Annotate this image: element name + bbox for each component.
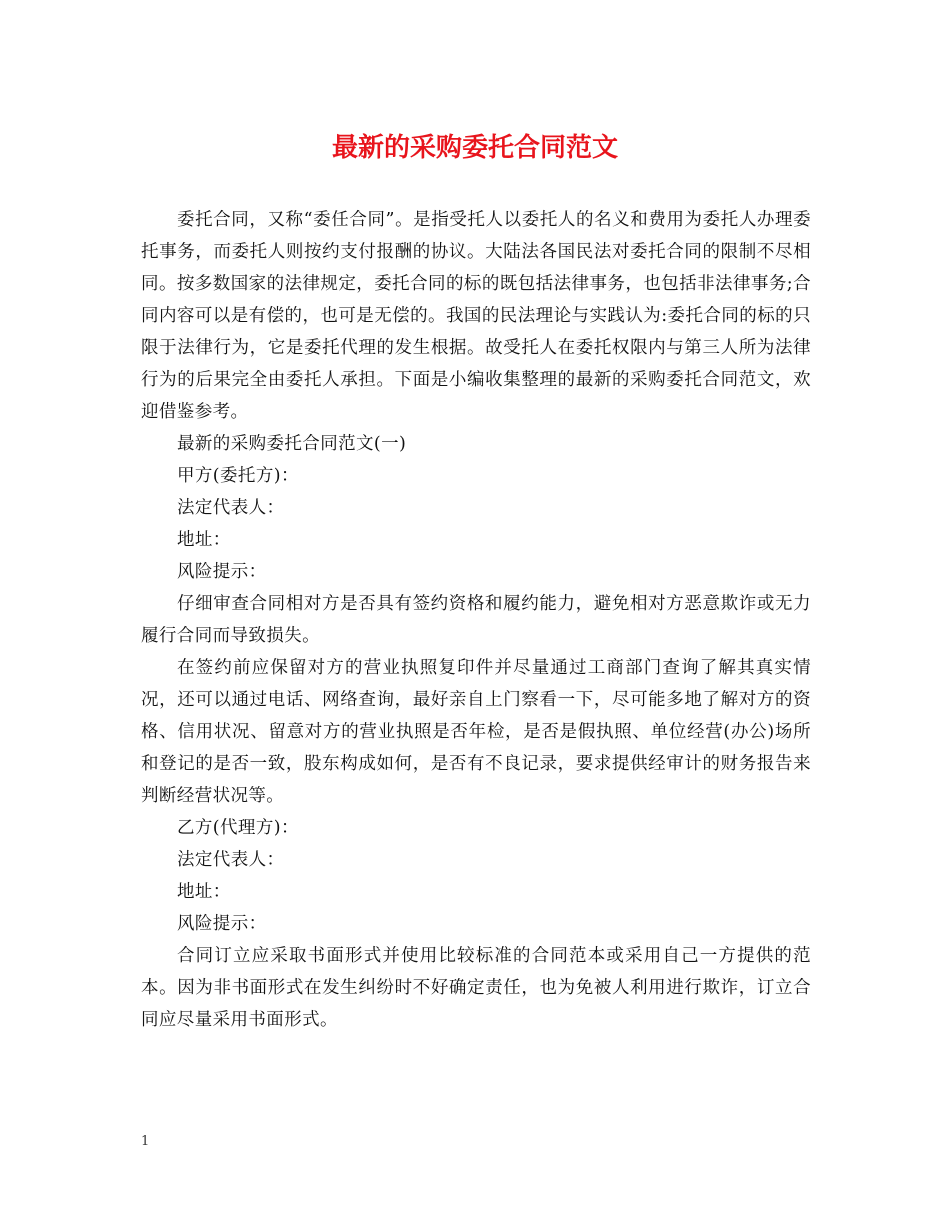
- paragraph-party-a-representative: 法定代表人：: [177, 498, 285, 518]
- paragraph-party-b-address: 地址：: [177, 882, 231, 902]
- paragraph-party-b: 乙方(代理方)：: [177, 818, 299, 838]
- document-body: [141, 204, 811, 1036]
- page-number: 1: [141, 1134, 150, 1149]
- paragraph-section-heading: 最新的采购委托合同范文(一): [177, 434, 407, 454]
- paragraph-party-a-address: 地址：: [177, 530, 231, 550]
- paragraph-intro: 委托合同，又称“委任合同”。是指受托人以委托人的名义和费用为委托人办理委托事务，而委托人则按约支付报酬的协议。大陆法各国民法对委托合同的限制不尽相同。按多数国家的法律规定，委托合同的标的既包括法律事务，也包括非法律事务;合同内容可以是有偿的，也可是无偿的。我国的民法理论与实践认为:委托合同的标的只限于法律行为，它是委托代理的发生根据。故受托人在委托权限内与第三人所为法律行为的后果完全由委托人承担。下面是小编收集整理的最新的采购委托合同范文，欢迎借鉴参考。: [141, 210, 811, 422]
- paragraph-risk-note-b: 合同订立应采取书面形式并使用比较标准的合同范本或采用自己一方提供的范本。因为非书面形式在发生纠纷时不好确定责任，也为免被人利用进行欺诈，订立合同应尽量采用书面形式。: [141, 946, 811, 1030]
- paragraph-risk-label-b: 风险提示：: [177, 914, 267, 934]
- paragraph-risk-note-a1: 仔细审查合同相对方是否具有签约资格和履约能力，避免相对方恶意欺诈或无力履行合同而导致损失。: [141, 594, 811, 646]
- paragraph-risk-label-a: 风险提示：: [177, 562, 267, 582]
- paragraph-risk-note-a2: 在签约前应保留对方的营业执照复印件并尽量通过工商部门查询了解其真实情况，还可以通过电话、网络查询，最好亲自上门察看一下，尽可能多地了解对方的资格、信用状况、留意对方的营业执照是否年检，是否是假执照、单位经营(办公)场所和登记的是否一致，股东构成如何，是否有不良记录，要求提供经审计的财务报告来判断经营状况等。: [141, 658, 811, 806]
- document-title: 最新的采购委托合同范文: [331, 133, 618, 163]
- paragraph-party-b-representative: 法定代表人：: [177, 850, 285, 870]
- paragraph-party-a: 甲方(委托方)：: [177, 466, 299, 486]
